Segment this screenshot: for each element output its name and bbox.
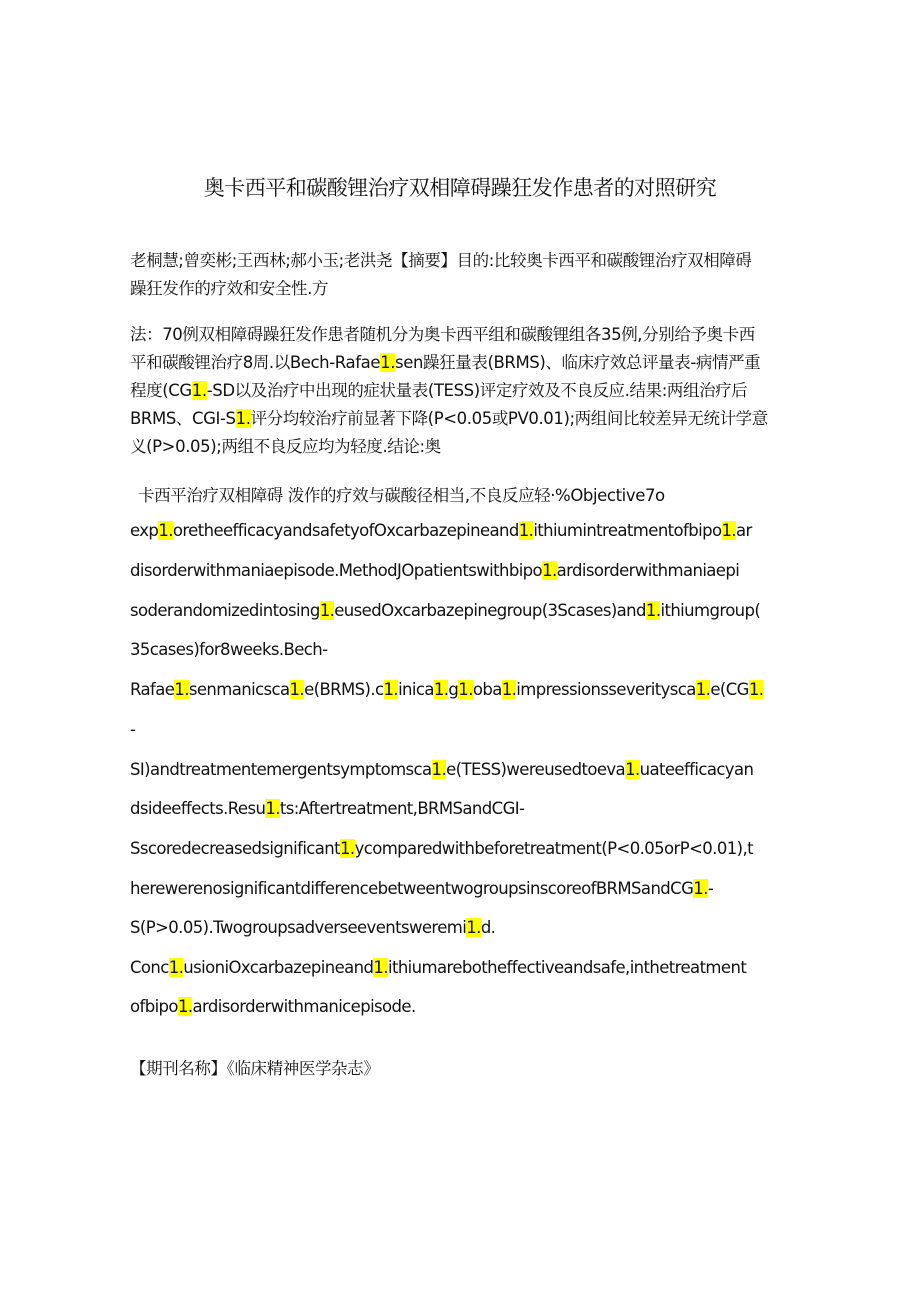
text-segment: e(CG xyxy=(710,680,749,699)
text-segment: senmanicsca xyxy=(188,680,290,699)
text-segment: 法：70例双相障碍躁狂发作患者随机分为奥卡西平组和碳酸锂组各35例,分别给予奥卡西 xyxy=(130,325,755,344)
text-segment: ithiumintreatmentofbipo xyxy=(533,521,722,540)
text-segment: Rafae xyxy=(130,680,175,699)
text-segment: ardisorderwithmanicepisode. xyxy=(192,997,416,1016)
text-line xyxy=(130,997,416,1016)
highlight-mark: 1. xyxy=(695,680,711,699)
highlight-mark: 1. xyxy=(235,409,251,428)
text-segment: oba xyxy=(472,680,502,699)
text-segment: 老桐慧;曾奕彬;王西林;郝小玉;老洪尧【摘要】目的:比较奥卡西平和碳酸锂治疗双相障碍 xyxy=(130,251,752,270)
highlight-mark: 1. xyxy=(645,601,661,620)
text-segment: ithiumarebotheffectiveandsafe,inthetreatment xyxy=(387,958,747,977)
text-segment: Conc xyxy=(130,958,169,977)
text-segment: sen躁狂量表(BRMS)、临床疗效总评量表-病情严重 xyxy=(395,353,761,372)
text-segment: g xyxy=(448,680,459,699)
text-line xyxy=(130,321,755,345)
text-segment: BRMS、CGI-S xyxy=(130,409,236,428)
text-line xyxy=(130,561,739,580)
text-line xyxy=(130,958,746,977)
text-segment: exp xyxy=(130,521,159,540)
text-segment: e(TESS)wereusedtoeva xyxy=(446,760,626,779)
text-segment: SI)andtreatmentemergentsymptomsca xyxy=(130,760,432,779)
text-segment: ardisorderwithmaniaepi xyxy=(556,561,740,580)
highlight-mark: 1. xyxy=(721,521,737,540)
text-line xyxy=(130,918,495,937)
text-segment: usioniOxcarbazepineand xyxy=(183,958,374,977)
text-segment: 【期刊名称】《临床精神医学杂志》 xyxy=(130,1059,380,1078)
text-segment: - xyxy=(130,720,136,739)
text-segment: -SD以及治疗中出现的症状量表(TESS)评定疗效及不良反应.结果:两组治疗后 xyxy=(206,381,748,400)
text-line xyxy=(130,760,753,779)
highlight-mark: 1. xyxy=(373,958,388,977)
highlight-mark: 1. xyxy=(319,601,335,620)
highlight-mark: 1. xyxy=(380,353,396,372)
highlight-mark: 1. xyxy=(625,760,640,779)
highlight-mark: 1. xyxy=(289,680,305,699)
highlight-mark: 1. xyxy=(191,381,207,400)
text-segment: dsideeffects.Resu xyxy=(130,799,266,818)
text-line xyxy=(130,879,713,898)
text-segment: eusedOxcarbazepinegroup(3Scases)and xyxy=(334,601,646,620)
text-line xyxy=(130,1055,379,1079)
text-segment: impressionsseveritysca xyxy=(516,680,696,699)
text-segment: 评分均较治疗前显著下降(P<0.05或PV0.01);两组间比较差异无统计学意 xyxy=(250,409,768,428)
text-segment: ts:Aftertreatment,BRMSandCGI- xyxy=(279,799,525,818)
text-segment: herewerenosignificantdifferencebetweentwogroupsinscoreofBRMSandCG xyxy=(130,879,694,898)
text-segment: 平和碳酸锂治疗8周.以Bech-Rafae xyxy=(130,353,381,372)
text-line xyxy=(130,839,753,858)
highlight-mark: 1. xyxy=(174,680,189,699)
text-segment: 程度(CG xyxy=(130,381,192,400)
highlight-mark: 1. xyxy=(748,680,764,699)
highlight-mark: 1. xyxy=(693,879,708,898)
text-segment: e(BRMS).c xyxy=(304,680,384,699)
text-segment: soderandomizedintosing xyxy=(130,601,320,620)
highlight-mark: 1. xyxy=(431,760,447,779)
highlight-mark: 1. xyxy=(158,521,173,540)
highlight-mark: 1. xyxy=(466,918,481,937)
text-segment: ar xyxy=(736,521,752,540)
text-segment: S(P>0.05).Twogroupsadverseeventsweremi xyxy=(130,918,467,937)
highlight-mark: 1. xyxy=(177,997,193,1016)
highlight-mark: 1. xyxy=(518,521,534,540)
text-segment: 义(P>0.05);两组不良反应均为轻度.结论:奥 xyxy=(130,437,441,456)
text-line xyxy=(130,275,328,299)
text-segment: - xyxy=(707,879,714,898)
text-segment: ofbipo xyxy=(130,997,178,1016)
highlight-mark: 1. xyxy=(265,799,280,818)
text-segment: 卡西平治疗双相障碍 泼作的疗效与碳酸径相当,不良反应轻·%Objective7o xyxy=(138,486,665,505)
text-line xyxy=(130,640,328,659)
paper-title: 奥卡西平和碳酸锂治疗双相障碍躁狂发作患者的对照研究 xyxy=(203,176,717,200)
highlight-mark: 1. xyxy=(542,561,557,580)
text-segment: Sscoredecreasedsignificant xyxy=(130,839,341,858)
text-line xyxy=(130,680,763,699)
highlight-mark: 1. xyxy=(433,680,449,699)
text-line xyxy=(130,247,752,271)
text-segment: uateefficacyan xyxy=(639,760,754,779)
highlight-mark: 1. xyxy=(383,680,399,699)
text-line xyxy=(130,799,524,818)
text-segment: ycomparedwithbeforetreatment(P<0.05orP<0.01),t xyxy=(354,839,753,858)
text-line xyxy=(138,482,665,506)
text-segment: inica xyxy=(398,680,434,699)
text-segment: 躁狂发作的疗效和安全性.方 xyxy=(130,279,329,298)
text-line xyxy=(130,601,760,620)
highlight-mark: 1. xyxy=(340,839,355,858)
text-segment: oretheefficacyandsafetyofOxcarbazepineand xyxy=(172,521,519,540)
text-line xyxy=(130,377,747,401)
highlight-mark: 1. xyxy=(458,680,473,699)
text-segment: disorderwithmaniaepisode.MethodJOpatientswithbipo xyxy=(130,561,543,580)
text-line xyxy=(130,349,760,373)
text-line xyxy=(130,521,752,540)
highlight-mark: 1. xyxy=(501,680,517,699)
highlight-mark: 1. xyxy=(168,958,184,977)
text-segment: d. xyxy=(480,918,496,937)
text-line xyxy=(130,405,768,429)
text-line xyxy=(130,720,135,739)
text-line xyxy=(130,433,441,457)
text-segment: 35cases)for8weeks.Bech- xyxy=(130,640,328,659)
text-segment: ithiumgroup( xyxy=(660,601,761,620)
